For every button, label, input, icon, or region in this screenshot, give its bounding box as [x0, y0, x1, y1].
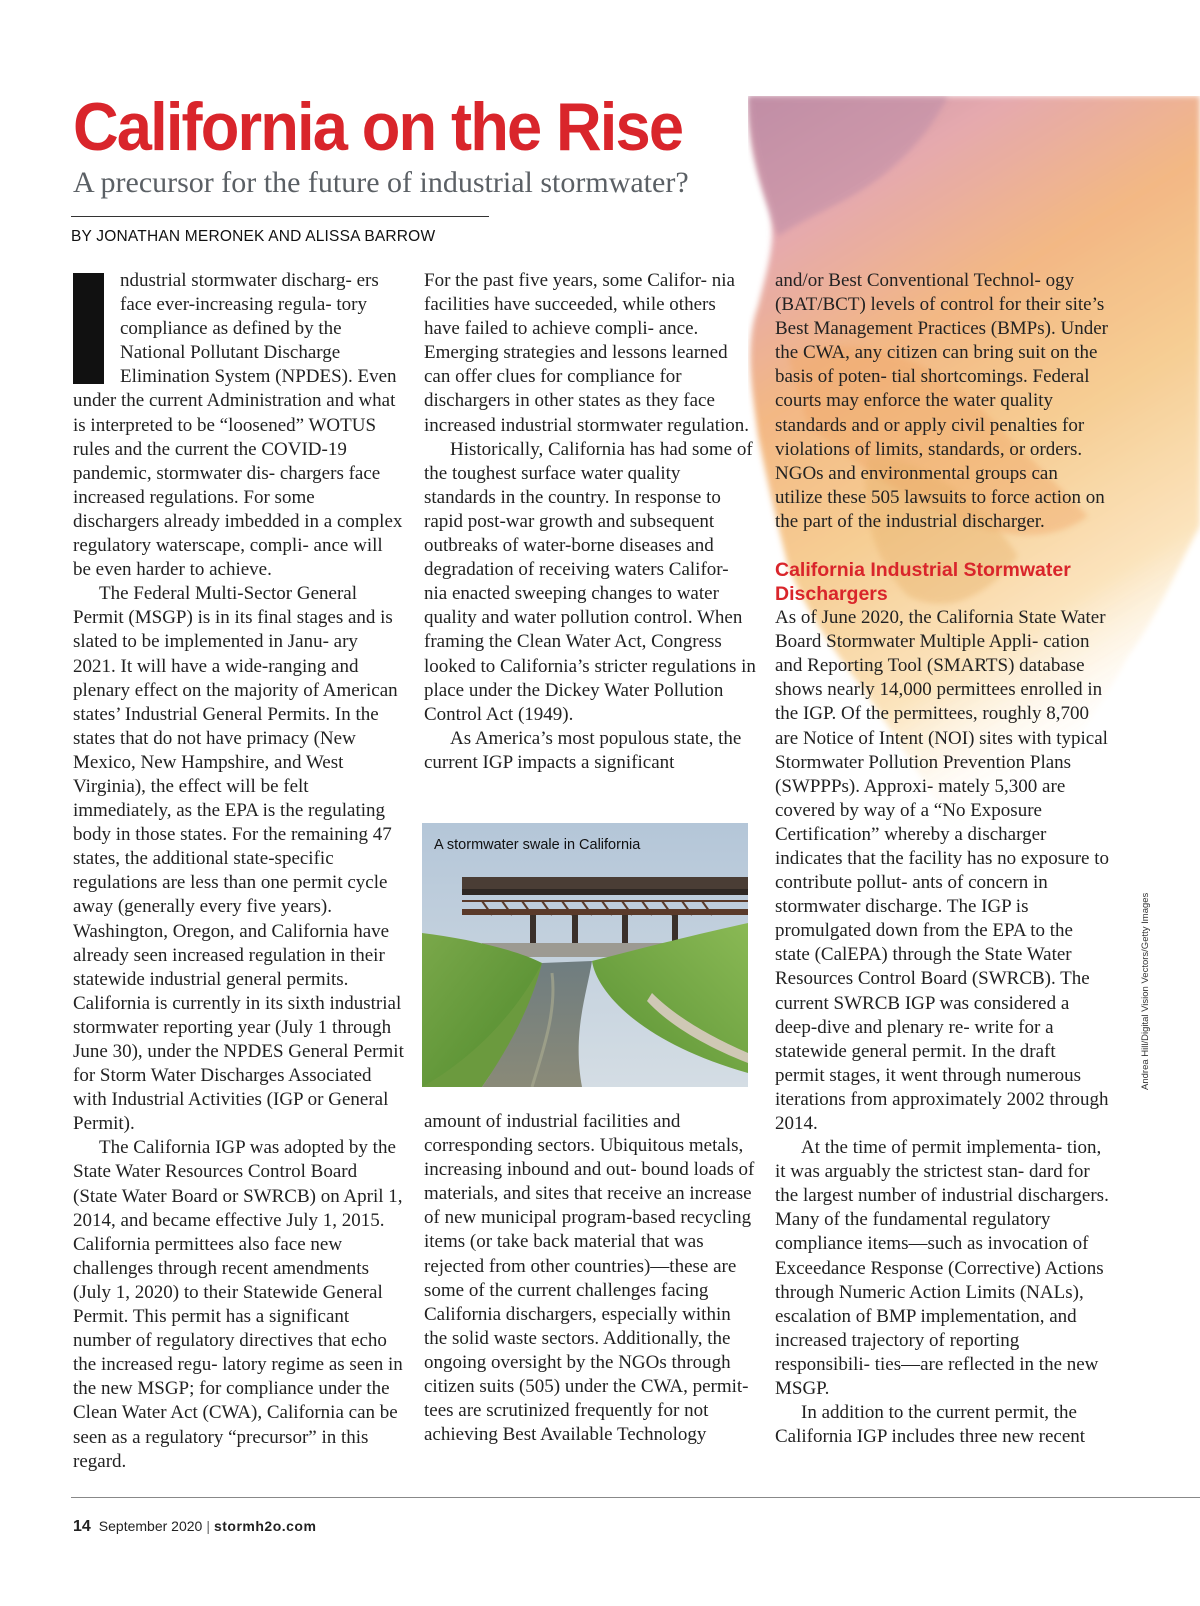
article-column-2-top — [424, 269, 756, 775]
page-number: 14 — [73, 1518, 91, 1535]
intro-text: ndustrial stormwater discharg- ers face ever-increasing regula- tory compliance as defined by the National Pollutant Discharge Elimination System (NPDES). Even under the current Administration and what is interpreted to be “loosened” WOTUS rules and the current the COVID-19 pandemic, stormwater dis- chargers face increased regulations. For some dischargers already imbedded in a complex regulatory waterscape, compli- ance will be even harder to achieve. — [73, 270, 403, 581]
website-link[interactable]: stormh2o.com — [213, 1518, 317, 1534]
issue-date: September 2020 — [98, 1518, 203, 1534]
body-paragraph: The California IGP was adopted by the State Water Resources Control Board (State Water Board or SWRCB) on April 1, 2014, and became effective July 1, 2015. California permittees also face new challenges through recent amendments (July 1, 2020) to their Statewide General Permit. This permit has a significant number of regulatory directives that echo the increased regu- latory regime as seen in the new MSGP; for compliance under the Clean Water Act (CWA), California can be seen as a regulatory “precursor” in this regard. — [73, 1137, 403, 1472]
body-paragraph: amount of industrial facilities and corresponding sectors. Ubiquitous metals, increasing inbound and out- bound loads of materials, and sites that receive an increase of new municipal program-based recycling items (or take back material that was rejected from other countries)—these are some of the current challenges facing California dischargers, especially within the solid waste sectors. Additionally, the ongoing oversight by the NGOs through citizen suits (505) under the CWA, permit- tees are scrutinized frequently for not achieving Best Available Technology — [424, 1111, 755, 1446]
body-paragraph: Historically, California has had some of the toughest surface water quality standards in the country. In response to rapid post-war growth and subsequent outbreaks of water-borne diseases and degradation of receiving waters Califor- nia enacted sweeping changes to water quality and water pollution control. When framing the Clean Water Act, Congress looked to California’s stricter regulations in place under the Dickey Water Pollution Control Act (1949). — [424, 438, 756, 725]
article-column-1 — [73, 269, 405, 1474]
body-paragraph: The Federal Multi-Sector General Permit (MSGP) is in its final stages and is slated to be implemented in Janu- ary 2021. It will have a wide-ranging and plenary effect on the majority of American states’ Industrial General Permits. In the states that do not have primacy (New Mexico, New Hampshire, and West Virginia), the effect will be felt immediately, as the EPA is the regulating body in those states. For the remaining 47 states, the additional state-specific regulations are less than one permit cycle away (generally every five years). Washington, Oregon, and California have already seen increased regulation in their statewide industrial general permits. California is currently in its sixth industrial stormwater reporting year (July 1 through June 30), under the NPDES General Permit for Storm Water Discharges Associated with Industrial Activities (IGP or General Permit). — [73, 583, 404, 1135]
drop-cap — [73, 273, 104, 384]
footer-divider — [71, 1497, 1200, 1498]
article-subtitle: A precursor for the future of industrial stormwater? — [73, 166, 689, 199]
article-column-3 — [775, 269, 1109, 1449]
intro-paragraph — [73, 269, 405, 582]
article-title: California on the Rise — [73, 89, 683, 165]
body-paragraph: At the time of permit implementa- tion, it was arguably the strictest stan- dard for the largest number of industrial dischargers. Many of the fundamental regulatory compliance items—such as invocation of Exceedance Response (Corrective) Actions through Numeric Action Limits (NALs), escalation of BMP implementation, and increased trajectory of reporting responsibili- ties—are reflected in the new MSGP. — [775, 1137, 1109, 1400]
stormwater-swale-photo — [422, 823, 748, 1087]
byline-divider — [71, 216, 489, 217]
image-credit: Andrea Hill/Digital Vision Vectors/Getty Images — [1140, 892, 1151, 1090]
photo-image — [422, 823, 748, 1087]
section-subhead: California Industrial Stormwater Dischargers — [775, 559, 1071, 606]
body-paragraph: In addition to the current permit, the California IGP includes three new recent — [775, 1402, 1086, 1448]
body-paragraph: and/or Best Conventional Technol- ogy (BAT/BCT) levels of control for their site’s Best Management Practices (BMPs). Under the CWA, any citizen can bring suit on the basis of poten- tial shortcomings. Federal courts may enforce the water quality standards and or apply civil penalties for violations of limits, standards, or orders. NGOs and environmental groups can utilize these 505 lawsuits to force action on the part of the industrial discharger. — [775, 270, 1108, 532]
body-paragraph: As of June 2020, the California State Water Board Stormwater Multiple Appli- cation and Reporting Tool (SMARTS) database shows nearly 14,000 permittees enrolled in the IGP. Of the permittees, roughly 8,700 are Notice of Intent (NOI) sites with typical Stormwater Pollution Prevention Plans (SWPPPs). Approxi- mately 5,300 are covered by way of a “No Exposure Certification” whereby a discharger indicates that the facility has no exposure to contribute pollut- ants of concern in stormwater discharge. The IGP is promulgated down from the EPA to the state (CalEPA) through the State Water Resources Control Board (SWRCB). The current SWRCB IGP was considered a deep-dive and plenary re- write for a statewide general permit. In the draft permit stages, it went through numerous iterations from approximately 2002 through 2014. — [775, 607, 1109, 1134]
body-paragraph: For the past five years, some Califor- nia facilities have succeeded, while others have failed to achieve compli- ance. Emerging strategies and lessons learned can offer clues for compliance for dischargers in other states as they face increased industrial stormwater regulation. — [424, 270, 750, 436]
photo-caption: A stormwater swale in California — [434, 837, 641, 853]
article-column-2-bottom — [424, 1110, 756, 1447]
byline: BY JONATHAN MERONEK AND ALISSA BARROW — [71, 228, 436, 245]
body-paragraph: As America’s most populous state, the current IGP impacts a significant — [424, 727, 742, 773]
footer-separator: | — [206, 1518, 210, 1534]
page-footer — [73, 1518, 316, 1536]
